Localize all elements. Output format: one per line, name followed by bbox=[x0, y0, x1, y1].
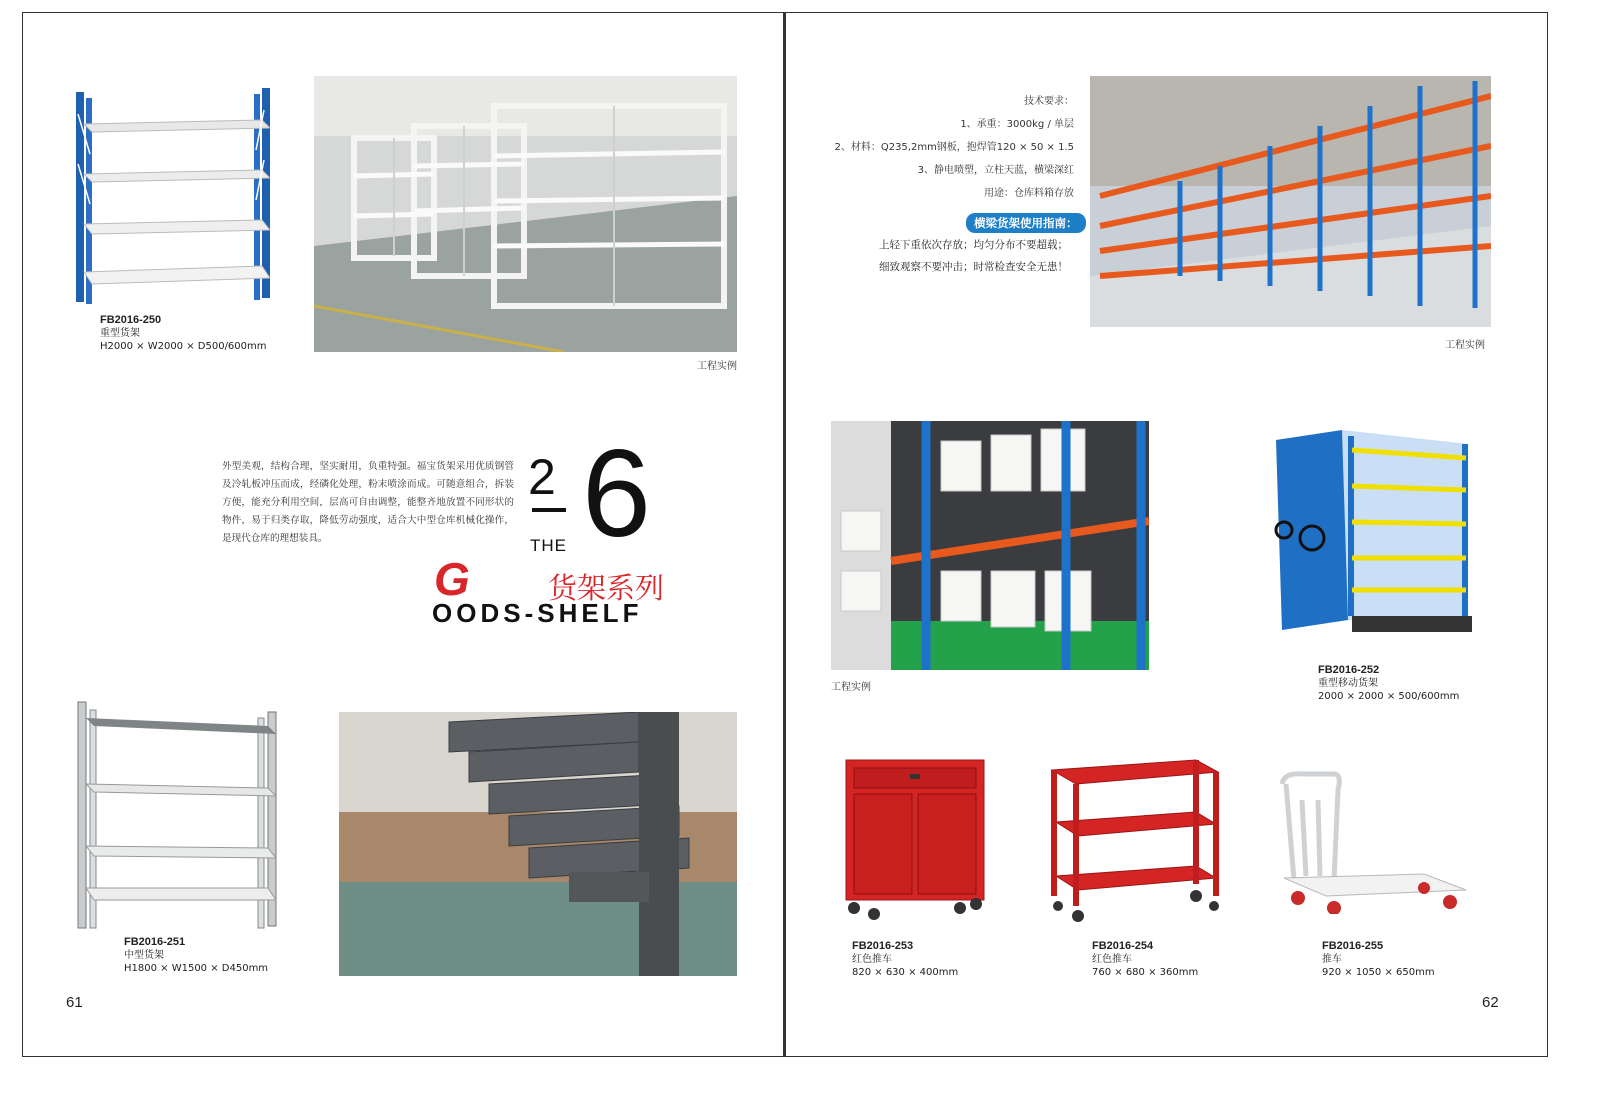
product-size: 920 × 1050 × 650mm bbox=[1322, 967, 1435, 978]
platform-trolley-product-image bbox=[1274, 770, 1468, 914]
product-size: 760 × 680 × 360mm bbox=[1092, 967, 1199, 978]
product-name: 重型移动货架 bbox=[1318, 678, 1378, 689]
photo-caption: 工程实例 bbox=[1445, 340, 1485, 351]
red-cart-product-image bbox=[1046, 756, 1222, 924]
usage-guide-title: 横梁货架使用指南： bbox=[966, 213, 1086, 233]
brand-wordmark: OODS-SHELF bbox=[432, 598, 643, 628]
tech-line: 1、承重：3000kg / 单层 bbox=[960, 119, 1074, 130]
product-name: 红色推车 bbox=[1092, 954, 1132, 965]
product-label-fb2016-255 bbox=[1322, 940, 1435, 979]
guide-line: 细致观察不要冲击；时常检查安全无患！ bbox=[879, 261, 1068, 273]
product-size: 2000 × 2000 × 500/600mm bbox=[1318, 691, 1460, 702]
tech-line: 3、静电喷塑，立柱天蓝，横梁深红 bbox=[917, 165, 1074, 176]
red-tool-cabinet-product-image bbox=[840, 756, 990, 922]
photo-caption: 工程实例 bbox=[697, 361, 737, 372]
tech-line: 2、材料：Q235,2mm钢板，抱焊管120 × 50 × 1.5 bbox=[834, 142, 1074, 153]
bucket-storage-rack-photo bbox=[831, 421, 1149, 670]
tech-heading: 技术要求： bbox=[1024, 96, 1074, 107]
pallet-rack-warehouse-photo bbox=[1090, 76, 1491, 327]
warehouse-white-racks-photo bbox=[314, 76, 737, 352]
guide-line: 上轻下重依次存放；均匀分布不要超载； bbox=[879, 239, 1068, 251]
photo-caption: 工程实例 bbox=[831, 682, 871, 693]
spine-line bbox=[783, 12, 785, 1057]
product-code: FB2016-255 bbox=[1322, 940, 1384, 952]
brand-number-small-underline bbox=[532, 508, 566, 512]
product-label-fb2016-251 bbox=[124, 936, 268, 975]
product-code: FB2016-250 bbox=[100, 314, 162, 326]
product-size: H1800 × W1500 × D450mm bbox=[124, 963, 269, 974]
page-number-left: 61 bbox=[66, 994, 83, 1011]
product-code: FB2016-251 bbox=[124, 936, 186, 948]
production-line-photo bbox=[339, 712, 737, 976]
brand-the-text: THE bbox=[530, 536, 567, 555]
product-code: FB2016-253 bbox=[852, 940, 914, 952]
brand-number-small: 2 bbox=[528, 449, 556, 505]
usage-guide-text bbox=[860, 234, 1068, 278]
product-size: H2000 × W2000 × D500/600mm bbox=[100, 341, 267, 352]
product-name: 中型货架 bbox=[124, 950, 164, 961]
product-label-fb2016-253 bbox=[852, 940, 958, 979]
product-label-fb2016-252 bbox=[1318, 664, 1459, 703]
heavy-rack-product-image bbox=[70, 84, 285, 306]
product-name: 重型货架 bbox=[100, 328, 140, 339]
product-name: 红色推车 bbox=[852, 954, 892, 965]
product-code: FB2016-252 bbox=[1318, 664, 1380, 676]
product-label-fb2016-254 bbox=[1092, 940, 1198, 979]
brand-series-cn: 货架系列 bbox=[548, 571, 665, 605]
product-label-fb2016-250 bbox=[100, 314, 267, 353]
medium-rack-product-image bbox=[72, 698, 284, 934]
tech-line: 用途：仓库料箱存放 bbox=[984, 188, 1074, 199]
tech-requirements bbox=[790, 92, 1074, 207]
product-code: FB2016-254 bbox=[1092, 940, 1154, 952]
page-number-right: 62 bbox=[1482, 994, 1499, 1011]
intro-paragraph: 外型美观，结构合理，坚实耐用，负重特强。福宝货架采用优质钢管及冷轧板冲压而成，经磷化处理，粉末喷涂而成。可随意组合，拆装方便，能充分利用空间，层高可自由调整，能整齐地放置不同形状的物件，易于归类存取，降低劳动强度，适合大中型仓库机械化操作，是现代仓库的理想装具。 bbox=[222, 461, 514, 544]
product-name: 推车 bbox=[1322, 954, 1342, 965]
brand-logo-letter: G bbox=[434, 553, 470, 605]
mobile-rack-product-image bbox=[1272, 430, 1477, 648]
brand-number-large: 6 bbox=[582, 425, 651, 563]
product-size: 820 × 630 × 400mm bbox=[852, 967, 959, 978]
